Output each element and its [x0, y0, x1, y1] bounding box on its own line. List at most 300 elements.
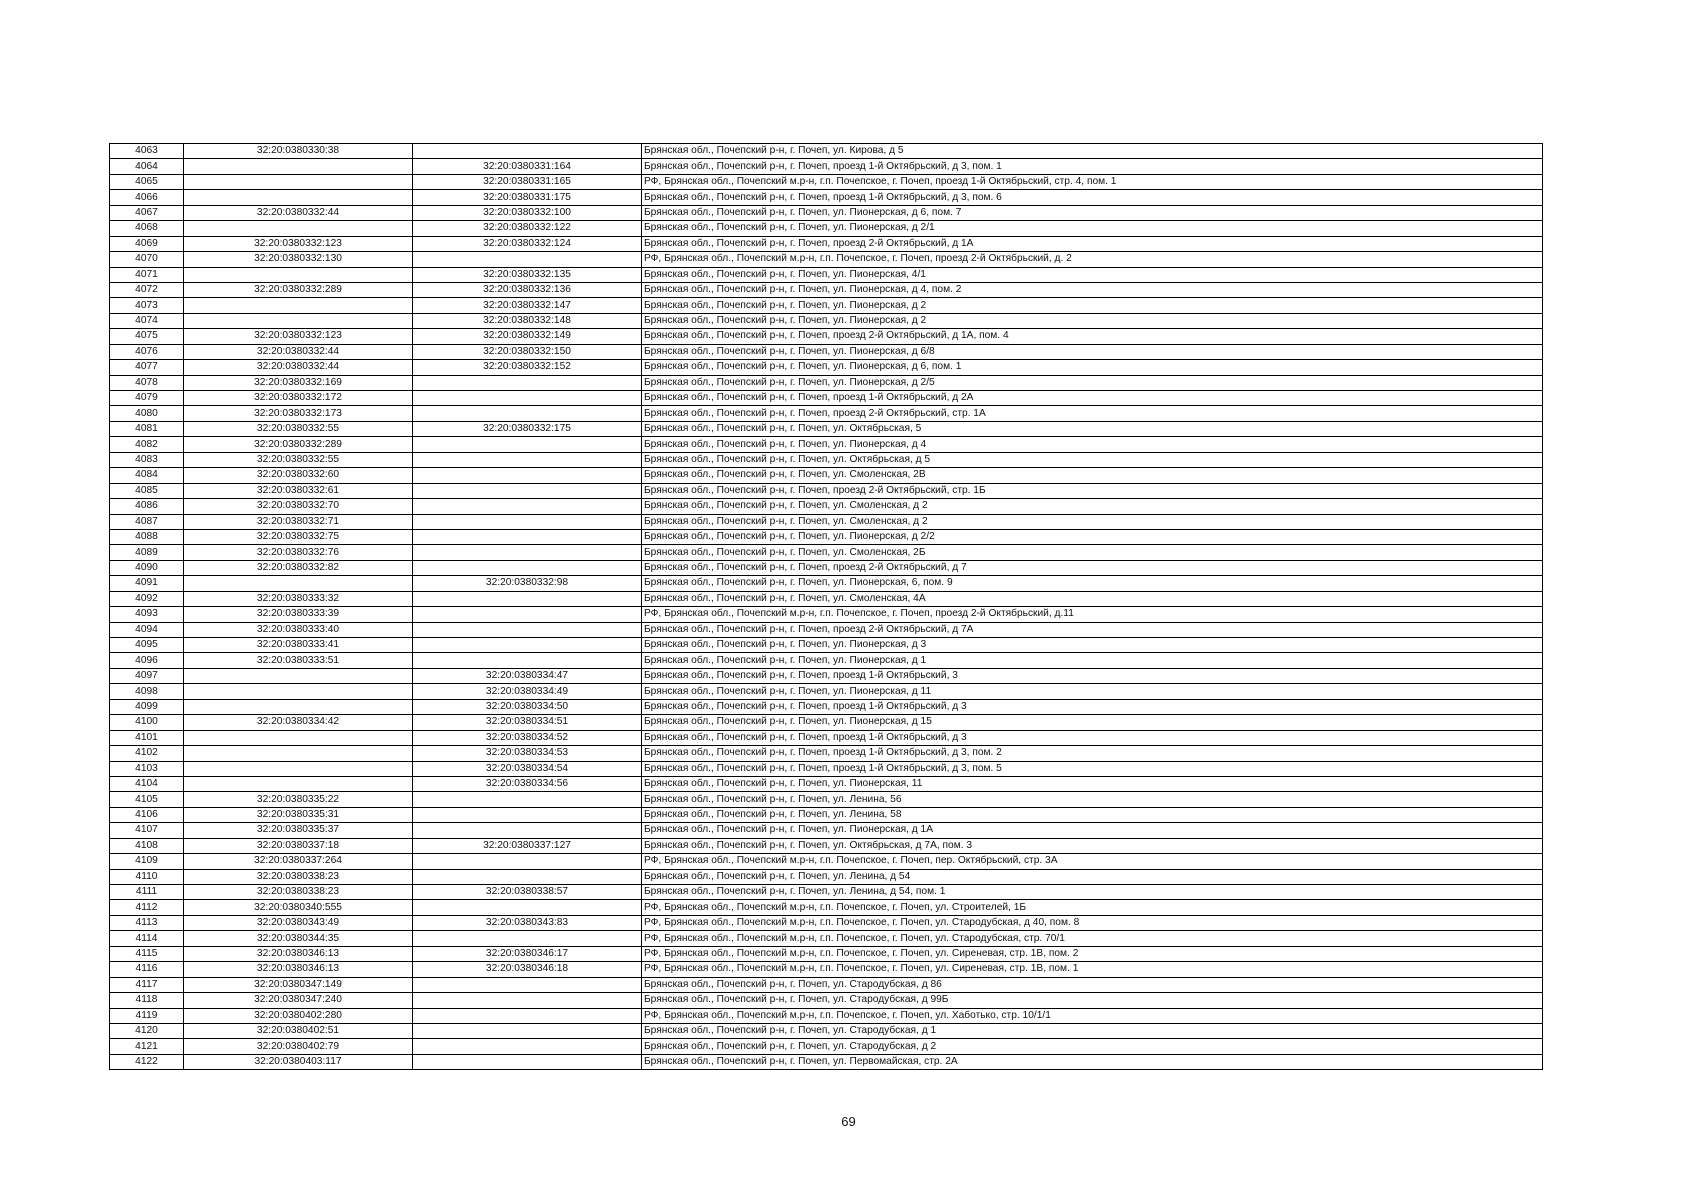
row-number-cell: 4104	[110, 776, 184, 791]
table-row	[110, 406, 1543, 421]
cadastral-number-cell	[184, 699, 413, 714]
table-row	[110, 360, 1543, 375]
cadastral-number-cell: 32:20:0380403:117	[184, 1054, 413, 1069]
room-cadastral-number-cell: 32:20:0380346:18	[413, 962, 642, 977]
cadastral-number-cell: 32:20:0380335:31	[184, 807, 413, 822]
table-row	[110, 437, 1543, 452]
table-row	[110, 267, 1543, 282]
address-cell: РФ, Брянская обл., Почепский м.р-н, г.п. Почепское, г. Почеп, ул. Стародубская, д 40, пом. 8	[642, 915, 1543, 930]
table-row	[110, 730, 1543, 745]
address-cell: Брянская обл., Почепский р-н, г. Почеп, ул. Пионерская, д 4	[642, 437, 1543, 452]
room-cadastral-number-cell	[413, 375, 642, 390]
cadastral-number-cell: 32:20:0380332:123	[184, 329, 413, 344]
row-number-cell: 4108	[110, 838, 184, 853]
room-cadastral-number-cell: 32:20:0380332:150	[413, 344, 642, 359]
table-row	[110, 823, 1543, 838]
cadastral-number-cell: 32:20:0380332:82	[184, 560, 413, 575]
table-row	[110, 993, 1543, 1008]
cadastral-number-cell	[184, 159, 413, 174]
address-cell: Брянская обл., Почепский р-н, г. Почеп, проезд 1-й Октябрьский, д 3	[642, 699, 1543, 714]
room-cadastral-number-cell: 32:20:0380334:54	[413, 761, 642, 776]
room-cadastral-number-cell	[413, 1039, 642, 1054]
address-cell: Брянская обл., Почепский р-н, г. Почеп, ул. Смоленская, 2Б	[642, 545, 1543, 560]
table-row	[110, 190, 1543, 205]
room-cadastral-number-cell: 32:20:0380331:164	[413, 159, 642, 174]
row-number-cell: 4110	[110, 869, 184, 884]
row-number-cell: 4112	[110, 900, 184, 915]
cadastral-number-cell: 32:20:0380332:173	[184, 406, 413, 421]
table-row	[110, 607, 1543, 622]
cadastral-number-cell: 32:20:0380338:23	[184, 869, 413, 884]
address-cell: Брянская обл., Почепский р-н, г. Почеп, ул. Октябрьская, д 5	[642, 452, 1543, 467]
row-number-cell: 4097	[110, 668, 184, 683]
cadastral-number-cell: 32:20:0380335:37	[184, 823, 413, 838]
row-number-cell: 4085	[110, 483, 184, 498]
table-row	[110, 977, 1543, 992]
room-cadastral-number-cell: 32:20:0380334:56	[413, 776, 642, 791]
address-cell: Брянская обл., Почепский р-н, г. Почеп, ул. Стародубская, д 99Б	[642, 993, 1543, 1008]
room-cadastral-number-cell: 32:20:0380332:98	[413, 576, 642, 591]
room-cadastral-number-cell: 32:20:0380334:47	[413, 668, 642, 683]
row-number-cell: 4074	[110, 313, 184, 328]
address-cell: РФ, Брянская обл., Почепский м.р-н, г.п. Почепское, г. Почеп, ул. Хаботько, стр. 10/1/1	[642, 1008, 1543, 1023]
cadastral-number-cell: 32:20:0380402:79	[184, 1039, 413, 1054]
address-cell: Брянская обл., Почепский р-н, г. Почеп, ул. Смоленская, 2В	[642, 468, 1543, 483]
row-number-cell: 4107	[110, 823, 184, 838]
page-number: 69	[841, 1114, 856, 1129]
room-cadastral-number-cell: 32:20:0380332:122	[413, 221, 642, 236]
cadastral-number-cell: 32:20:0380332:44	[184, 360, 413, 375]
table-row	[110, 807, 1543, 822]
row-number-cell: 4065	[110, 174, 184, 189]
address-cell: Брянская обл., Почепский р-н, г. Почеп, ул. Пионерская, д 4, пом. 2	[642, 282, 1543, 297]
room-cadastral-number-cell	[413, 437, 642, 452]
row-number-cell: 4080	[110, 406, 184, 421]
address-cell: Брянская обл., Почепский р-н, г. Почеп, ул. Кирова, д 5	[642, 144, 1543, 159]
room-cadastral-number-cell	[413, 529, 642, 544]
table-row	[110, 931, 1543, 946]
table-row	[110, 560, 1543, 575]
address-cell: Брянская обл., Почепский р-н, г. Почеп, ул. Стародубская, д 2	[642, 1039, 1543, 1054]
address-cell: Брянская обл., Почепский р-н, г. Почеп, ул. Стародубская, д 1	[642, 1023, 1543, 1038]
table-row	[110, 715, 1543, 730]
room-cadastral-number-cell: 32:20:0380334:53	[413, 746, 642, 761]
cadastral-number-cell: 32:20:0380330:38	[184, 144, 413, 159]
row-number-cell: 4121	[110, 1039, 184, 1054]
row-number-cell: 4096	[110, 653, 184, 668]
cadastral-number-cell	[184, 174, 413, 189]
row-number-cell: 4090	[110, 560, 184, 575]
address-cell: РФ, Брянская обл., Почепский м.р-н, г.п. Почепское, г. Почеп, проезд 2-й Октябрьский, д.11	[642, 607, 1543, 622]
room-cadastral-number-cell: 32:20:0380331:165	[413, 174, 642, 189]
address-cell: Брянская обл., Почепский р-н, г. Почеп, ул. Первомайская, стр. 2А	[642, 1054, 1543, 1069]
row-number-cell: 4077	[110, 360, 184, 375]
address-cell: Брянская обл., Почепский р-н, г. Почеп, проезд 1-й Октябрьский, д 2А	[642, 391, 1543, 406]
row-number-cell: 4114	[110, 931, 184, 946]
room-cadastral-number-cell	[413, 900, 642, 915]
cadastral-number-cell: 32:20:0380347:240	[184, 993, 413, 1008]
cadastral-number-cell: 32:20:0380332:60	[184, 468, 413, 483]
address-cell: Брянская обл., Почепский р-н, г. Почеп, проезд 1-й Октябрьский, д 3, пом. 1	[642, 159, 1543, 174]
room-cadastral-number-cell: 32:20:0380343:83	[413, 915, 642, 930]
row-number-cell: 4103	[110, 761, 184, 776]
address-cell: РФ, Брянская обл., Почепский м.р-н, г.п. Почепское, г. Почеп, ул. Строителей, 1Б	[642, 900, 1543, 915]
address-cell: Брянская обл., Почепский р-н, г. Почеп, ул. Смоленская, д 2	[642, 514, 1543, 529]
cadastral-number-cell	[184, 267, 413, 282]
room-cadastral-number-cell	[413, 545, 642, 560]
address-cell: Брянская обл., Почепский р-н, г. Почеп, ул. Пионерская, д 11	[642, 684, 1543, 699]
address-cell: РФ, Брянская обл., Почепский м.р-н, г.п. Почепское, г. Почеп, ул. Сиреневая, стр. 1В, пом. 1	[642, 962, 1543, 977]
cadastral-number-cell	[184, 221, 413, 236]
address-cell: Брянская обл., Почепский р-н, г. Почеп, ул. Пионерская, д 1	[642, 653, 1543, 668]
table-row	[110, 854, 1543, 869]
room-cadastral-number-cell	[413, 823, 642, 838]
cadastral-number-cell: 32:20:0380346:13	[184, 962, 413, 977]
address-cell: Брянская обл., Почепский р-н, г. Почеп, проезд 2-й Октябрьский, стр. 1А	[642, 406, 1543, 421]
row-number-cell: 4098	[110, 684, 184, 699]
address-cell: Брянская обл., Почепский р-н, г. Почеп, ул. Ленина, д 54, пом. 1	[642, 885, 1543, 900]
room-cadastral-number-cell: 32:20:0380332:135	[413, 267, 642, 282]
row-number-cell: 4073	[110, 298, 184, 313]
room-cadastral-number-cell: 32:20:0380334:52	[413, 730, 642, 745]
table-row	[110, 174, 1543, 189]
cadastral-number-cell: 32:20:0380333:41	[184, 638, 413, 653]
row-number-cell: 4070	[110, 252, 184, 267]
address-cell: Брянская обл., Почепский р-н, г. Почеп, ул. Пионерская, д 2	[642, 313, 1543, 328]
room-cadastral-number-cell	[413, 1054, 642, 1069]
room-cadastral-number-cell	[413, 792, 642, 807]
table-row	[110, 885, 1543, 900]
table-row	[110, 638, 1543, 653]
cadastral-number-cell	[184, 576, 413, 591]
address-cell: Брянская обл., Почепский р-н, г. Почеп, ул. Пионерская, 4/1	[642, 267, 1543, 282]
room-cadastral-number-cell	[413, 854, 642, 869]
row-number-cell: 4064	[110, 159, 184, 174]
cadastral-number-cell	[184, 190, 413, 205]
cadastral-number-cell: 32:20:0380332:123	[184, 236, 413, 251]
room-cadastral-number-cell	[413, 483, 642, 498]
room-cadastral-number-cell: 32:20:0380332:136	[413, 282, 642, 297]
room-cadastral-number-cell: 32:20:0380332:148	[413, 313, 642, 328]
table-row	[110, 159, 1543, 174]
table-row	[110, 576, 1543, 591]
room-cadastral-number-cell	[413, 807, 642, 822]
row-number-cell: 4087	[110, 514, 184, 529]
cadastral-number-cell	[184, 313, 413, 328]
table-row	[110, 391, 1543, 406]
address-cell: Брянская обл., Почепский р-н, г. Почеп, проезд 2-й Октябрьский, д 1А, пом. 4	[642, 329, 1543, 344]
address-cell: Брянская обл., Почепский р-н, г. Почеп, ул. Пионерская, д 6, пом. 7	[642, 205, 1543, 220]
cadastral-number-cell: 32:20:0380334:42	[184, 715, 413, 730]
room-cadastral-number-cell	[413, 406, 642, 421]
table-row	[110, 1039, 1543, 1054]
address-cell: Брянская обл., Почепский р-н, г. Почеп, ул. Пионерская, д 2/5	[642, 375, 1543, 390]
cadastral-number-cell: 32:20:0380332:75	[184, 529, 413, 544]
row-number-cell: 4094	[110, 622, 184, 637]
row-number-cell: 4067	[110, 205, 184, 220]
table-row	[110, 776, 1543, 791]
room-cadastral-number-cell	[413, 391, 642, 406]
row-number-cell: 4117	[110, 977, 184, 992]
address-cell: Брянская обл., Почепский р-н, г. Почеп, проезд 2-й Октябрьский, д 1А	[642, 236, 1543, 251]
row-number-cell: 4101	[110, 730, 184, 745]
table-row	[110, 252, 1543, 267]
cadastral-number-cell: 32:20:0380340:555	[184, 900, 413, 915]
table-row	[110, 298, 1543, 313]
row-number-cell: 4081	[110, 421, 184, 436]
row-number-cell: 4115	[110, 946, 184, 961]
row-number-cell: 4089	[110, 545, 184, 560]
cadastral-number-cell: 32:20:0380332:169	[184, 375, 413, 390]
cadastral-number-cell	[184, 684, 413, 699]
table-row	[110, 622, 1543, 637]
table-row	[110, 869, 1543, 884]
table-row	[110, 514, 1543, 529]
table-row	[110, 915, 1543, 930]
row-number-cell: 4086	[110, 499, 184, 514]
table-row	[110, 684, 1543, 699]
cadastral-number-cell: 32:20:0380332:44	[184, 344, 413, 359]
row-number-cell: 4106	[110, 807, 184, 822]
room-cadastral-number-cell: 32:20:0380332:124	[413, 236, 642, 251]
room-cadastral-number-cell	[413, 560, 642, 575]
cadastral-number-cell: 32:20:0380332:76	[184, 545, 413, 560]
address-cell: Брянская обл., Почепский р-н, г. Почеп, ул. Ленина, 56	[642, 792, 1543, 807]
cadastral-number-cell: 32:20:0380332:130	[184, 252, 413, 267]
table-row	[110, 838, 1543, 853]
address-cell: РФ, Брянская обл., Почепский м.р-н, г.п. Почепское, г. Почеп, ул. Сиреневая, стр. 1В, пом. 2	[642, 946, 1543, 961]
row-number-cell: 4072	[110, 282, 184, 297]
table-row	[110, 946, 1543, 961]
cadastral-number-cell: 32:20:0380332:71	[184, 514, 413, 529]
table-row	[110, 236, 1543, 251]
row-number-cell: 4083	[110, 452, 184, 467]
row-number-cell: 4068	[110, 221, 184, 236]
cadastral-number-cell: 32:20:0380332:289	[184, 282, 413, 297]
row-number-cell: 4069	[110, 236, 184, 251]
table-row	[110, 499, 1543, 514]
row-number-cell: 4084	[110, 468, 184, 483]
table-row	[110, 792, 1543, 807]
cadastral-number-cell: 32:20:0380333:39	[184, 607, 413, 622]
address-cell: Брянская обл., Почепский р-н, г. Почеп, ул. Пионерская, д 15	[642, 715, 1543, 730]
cadastral-number-cell: 32:20:0380332:44	[184, 205, 413, 220]
address-cell: Брянская обл., Почепский р-н, г. Почеп, ул. Пионерская, д 3	[642, 638, 1543, 653]
address-cell: Брянская обл., Почепский р-н, г. Почеп, проезд 1-й Октябрьский, д 3, пом. 2	[642, 746, 1543, 761]
table-row	[110, 468, 1543, 483]
row-number-cell: 4078	[110, 375, 184, 390]
row-number-cell: 4095	[110, 638, 184, 653]
row-number-cell: 4071	[110, 267, 184, 282]
table-row	[110, 313, 1543, 328]
cadastral-number-cell: 32:20:0380333:51	[184, 653, 413, 668]
address-cell: Брянская обл., Почепский р-н, г. Почеп, проезд 1-й Октябрьский, д 3, пом. 6	[642, 190, 1543, 205]
row-number-cell: 4075	[110, 329, 184, 344]
row-number-cell: 4102	[110, 746, 184, 761]
row-number-cell: 4079	[110, 391, 184, 406]
row-number-cell: 4082	[110, 437, 184, 452]
address-cell: Брянская обл., Почепский р-н, г. Почеп, проезд 1-й Октябрьский, 3	[642, 668, 1543, 683]
cadastral-number-cell: 32:20:0380332:289	[184, 437, 413, 452]
room-cadastral-number-cell: 32:20:0380332:100	[413, 205, 642, 220]
cadastral-number-cell: 32:20:0380337:18	[184, 838, 413, 853]
room-cadastral-number-cell	[413, 499, 642, 514]
table-row	[110, 668, 1543, 683]
table-row	[110, 900, 1543, 915]
table-row	[110, 529, 1543, 544]
table-row	[110, 1023, 1543, 1038]
cadastral-number-cell	[184, 298, 413, 313]
table-row	[110, 746, 1543, 761]
address-cell: Брянская обл., Почепский р-н, г. Почеп, ул. Пионерская, д 2	[642, 298, 1543, 313]
address-cell: РФ, Брянская обл., Почепский м.р-н, г.п. Почепское, г. Почеп, проезд 2-й Октябрьский, д. 2	[642, 252, 1543, 267]
cadastral-number-cell: 32:20:0380346:13	[184, 946, 413, 961]
cadastral-number-cell	[184, 776, 413, 791]
row-number-cell: 4063	[110, 144, 184, 159]
room-cadastral-number-cell	[413, 1023, 642, 1038]
cadastral-number-cell: 32:20:0380343:49	[184, 915, 413, 930]
cadastral-number-cell: 32:20:0380332:55	[184, 452, 413, 467]
table-row	[110, 483, 1543, 498]
table-row	[110, 591, 1543, 606]
room-cadastral-number-cell: 32:20:0380337:127	[413, 838, 642, 853]
row-number-cell: 4122	[110, 1054, 184, 1069]
cadastral-number-cell	[184, 746, 413, 761]
address-cell: Брянская обл., Почепский р-н, г. Почеп, ул. Октябрьская, д 7А, пом. 3	[642, 838, 1543, 853]
cadastral-number-cell: 32:20:0380332:55	[184, 421, 413, 436]
cadastral-number-cell	[184, 761, 413, 776]
room-cadastral-number-cell: 32:20:0380334:49	[413, 684, 642, 699]
table-row	[110, 545, 1543, 560]
room-cadastral-number-cell	[413, 144, 642, 159]
room-cadastral-number-cell	[413, 468, 642, 483]
address-cell: Брянская обл., Почепский р-н, г. Почеп, ул. Пионерская, д 1А	[642, 823, 1543, 838]
address-cell: Брянская обл., Почепский р-н, г. Почеп, проезд 1-й Октябрьский, д 3, пом. 5	[642, 761, 1543, 776]
row-number-cell: 4120	[110, 1023, 184, 1038]
row-number-cell: 4113	[110, 915, 184, 930]
address-cell: Брянская обл., Почепский р-н, г. Почеп, ул. Стародубская, д 86	[642, 977, 1543, 992]
cadastral-number-cell: 32:20:0380337:264	[184, 854, 413, 869]
cadastral-number-cell: 32:20:0380332:70	[184, 499, 413, 514]
table-row	[110, 421, 1543, 436]
address-cell: Брянская обл., Почепский р-н, г. Почеп, ул. Пионерская, д 6, пом. 1	[642, 360, 1543, 375]
cadastral-number-cell: 32:20:0380402:51	[184, 1023, 413, 1038]
table-row	[110, 699, 1543, 714]
cadastral-number-cell: 32:20:0380338:23	[184, 885, 413, 900]
room-cadastral-number-cell: 32:20:0380346:17	[413, 946, 642, 961]
address-cell: Брянская обл., Почепский р-н, г. Почеп, ул. Октябрьская, 5	[642, 421, 1543, 436]
cadastral-number-cell: 32:20:0380335:22	[184, 792, 413, 807]
address-cell: Брянская обл., Почепский р-н, г. Почеп, ул. Пионерская, д 2/1	[642, 221, 1543, 236]
table-row	[110, 1008, 1543, 1023]
row-number-cell: 4092	[110, 591, 184, 606]
room-cadastral-number-cell: 32:20:0380334:50	[413, 699, 642, 714]
room-cadastral-number-cell: 32:20:0380332:175	[413, 421, 642, 436]
row-number-cell: 4109	[110, 854, 184, 869]
address-cell: РФ, Брянская обл., Почепский м.р-н, г.п. Почепское, г. Почеп, ул. Стародубская, стр. 70/1	[642, 931, 1543, 946]
table-row	[110, 761, 1543, 776]
room-cadastral-number-cell	[413, 931, 642, 946]
table-row	[110, 329, 1543, 344]
room-cadastral-number-cell	[413, 869, 642, 884]
row-number-cell: 4111	[110, 885, 184, 900]
row-number-cell: 4116	[110, 962, 184, 977]
address-cell: Брянская обл., Почепский р-н, г. Почеп, проезд 2-й Октябрьский, д 7А	[642, 622, 1543, 637]
row-number-cell: 4066	[110, 190, 184, 205]
table-row	[110, 1054, 1543, 1069]
row-number-cell: 4118	[110, 993, 184, 1008]
row-number-cell: 4093	[110, 607, 184, 622]
address-cell: Брянская обл., Почепский р-н, г. Почеп, ул. Пионерская, д 6/8	[642, 344, 1543, 359]
address-cell: РФ, Брянская обл., Почепский м.р-н, г.п. Почепское, г. Почеп, пер. Октябрьский, стр. 3А	[642, 854, 1543, 869]
table-row	[110, 375, 1543, 390]
table-row	[110, 205, 1543, 220]
room-cadastral-number-cell: 32:20:0380334:51	[413, 715, 642, 730]
cadastral-number-cell: 32:20:0380333:32	[184, 591, 413, 606]
room-cadastral-number-cell: 32:20:0380332:149	[413, 329, 642, 344]
table-row	[110, 344, 1543, 359]
room-cadastral-number-cell: 32:20:0380332:147	[413, 298, 642, 313]
room-cadastral-number-cell	[413, 607, 642, 622]
address-cell: Брянская обл., Почепский р-н, г. Почеп, ул. Смоленская, 4А	[642, 591, 1543, 606]
registry-table	[109, 143, 1543, 1070]
room-cadastral-number-cell	[413, 977, 642, 992]
room-cadastral-number-cell	[413, 622, 642, 637]
address-cell: Брянская обл., Почепский р-н, г. Почеп, ул. Пионерская, 11	[642, 776, 1543, 791]
room-cadastral-number-cell	[413, 591, 642, 606]
table-row	[110, 653, 1543, 668]
cadastral-number-cell: 32:20:0380402:280	[184, 1008, 413, 1023]
cadastral-number-cell	[184, 730, 413, 745]
cadastral-number-cell: 32:20:0380344:35	[184, 931, 413, 946]
room-cadastral-number-cell	[413, 452, 642, 467]
table-row	[110, 452, 1543, 467]
address-cell: Брянская обл., Почепский р-н, г. Почеп, ул. Пионерская, д 2/2	[642, 529, 1543, 544]
row-number-cell: 4105	[110, 792, 184, 807]
row-number-cell: 4100	[110, 715, 184, 730]
room-cadastral-number-cell	[413, 252, 642, 267]
cadastral-number-cell	[184, 668, 413, 683]
cadastral-number-cell: 32:20:0380332:172	[184, 391, 413, 406]
room-cadastral-number-cell: 32:20:0380338:57	[413, 885, 642, 900]
address-cell: Брянская обл., Почепский р-н, г. Почеп, ул. Ленина, д 54	[642, 869, 1543, 884]
room-cadastral-number-cell: 32:20:0380331:175	[413, 190, 642, 205]
room-cadastral-number-cell: 32:20:0380332:152	[413, 360, 642, 375]
room-cadastral-number-cell	[413, 653, 642, 668]
row-number-cell: 4088	[110, 529, 184, 544]
table-row	[110, 962, 1543, 977]
room-cadastral-number-cell	[413, 1008, 642, 1023]
room-cadastral-number-cell	[413, 638, 642, 653]
address-cell: Брянская обл., Почепский р-н, г. Почеп, ул. Смоленская, д 2	[642, 499, 1543, 514]
table-row	[110, 144, 1543, 159]
table-row	[110, 221, 1543, 236]
address-cell: Брянская обл., Почепский р-н, г. Почеп, проезд 2-й Октябрьский, стр. 1Б	[642, 483, 1543, 498]
row-number-cell: 4099	[110, 699, 184, 714]
row-number-cell: 4119	[110, 1008, 184, 1023]
table-row	[110, 282, 1543, 297]
room-cadastral-number-cell	[413, 993, 642, 1008]
address-cell: Брянская обл., Почепский р-н, г. Почеп, проезд 1-й Октябрьский, д 3	[642, 730, 1543, 745]
cadastral-number-cell: 32:20:0380347:149	[184, 977, 413, 992]
address-cell: Брянская обл., Почепский р-н, г. Почеп, ул. Пионерская, 6, пом. 9	[642, 576, 1543, 591]
address-cell: Брянская обл., Почепский р-н, г. Почеп, проезд 2-й Октябрьский, д 7	[642, 560, 1543, 575]
cadastral-number-cell: 32:20:0380333:40	[184, 622, 413, 637]
address-cell: Брянская обл., Почепский р-н, г. Почеп, ул. Ленина, 58	[642, 807, 1543, 822]
room-cadastral-number-cell	[413, 514, 642, 529]
address-cell: РФ, Брянская обл., Почепский м.р-н, г.п. Почепское, г. Почеп, проезд 1-й Октябрьский, стр. 4, пом. 1	[642, 174, 1543, 189]
row-number-cell: 4076	[110, 344, 184, 359]
